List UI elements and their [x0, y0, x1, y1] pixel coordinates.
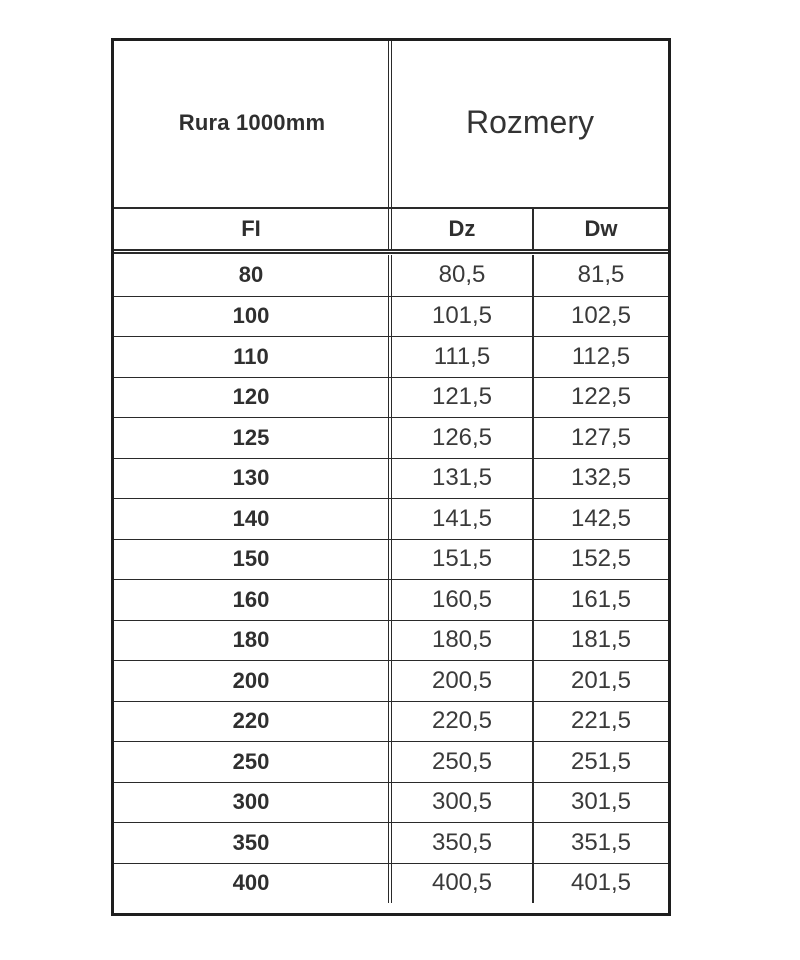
cell-dz: 180,5	[392, 621, 534, 661]
cell-fi: 120	[114, 378, 392, 418]
column-header-dw: Dw	[584, 216, 618, 241]
table-row	[114, 660, 668, 701]
cell-dw: 221,5	[570, 707, 632, 735]
cell-dz: 400,5	[392, 864, 534, 904]
cell-dz: 80,5	[392, 255, 534, 296]
cell-dw: 401,5	[570, 869, 632, 897]
cell-dw: 127,5	[570, 423, 632, 451]
table-row	[114, 620, 668, 661]
cell-dw: 142,5	[570, 504, 632, 532]
column-header-row	[114, 209, 668, 254]
cell-dw: 122,5	[570, 383, 632, 411]
table-header	[114, 41, 668, 209]
table-row	[114, 296, 668, 337]
cell-dw: 301,5	[570, 788, 632, 816]
dimension-table	[111, 38, 671, 916]
table-row	[114, 458, 668, 499]
cell-dw: 152,5	[570, 545, 632, 573]
column-header-fi: FI	[114, 209, 392, 249]
cell-dw: 181,5	[570, 626, 632, 654]
table-row	[114, 417, 668, 458]
table-row	[114, 498, 668, 539]
table-row	[114, 741, 668, 782]
cell-dz: 111,5	[392, 337, 534, 377]
cell-dz: 126,5	[392, 418, 534, 458]
cell-fi: 180	[114, 621, 392, 661]
table-row	[114, 863, 668, 904]
table-row	[114, 782, 668, 823]
cell-fi: 220	[114, 702, 392, 742]
cell-dz: 101,5	[392, 297, 534, 337]
cell-dz: 350,5	[392, 823, 534, 863]
table-row	[114, 701, 668, 742]
cell-dw: 161,5	[570, 585, 632, 613]
product-name: Rura 1000mm	[178, 110, 326, 135]
table-row	[114, 822, 668, 863]
cell-dz: 121,5	[392, 378, 534, 418]
cell-dz: 151,5	[392, 540, 534, 580]
cell-dw: 81,5	[577, 261, 625, 289]
cell-fi: 300	[114, 783, 392, 823]
dimensions-header-cell	[392, 41, 668, 207]
cell-dz: 200,5	[392, 661, 534, 701]
cell-dw: 132,5	[570, 464, 632, 492]
cell-dw: 112,5	[571, 342, 631, 370]
table-row	[114, 377, 668, 418]
cell-dz: 300,5	[392, 783, 534, 823]
table-row	[114, 579, 668, 620]
cell-fi: 100	[114, 297, 392, 337]
cell-dz: 250,5	[392, 742, 534, 782]
cell-dw: 351,5	[570, 828, 632, 856]
cell-fi: 150	[114, 540, 392, 580]
cell-fi: 110	[114, 337, 392, 377]
table-row	[114, 336, 668, 377]
cell-fi: 350	[114, 823, 392, 863]
cell-dw: 102,5	[570, 302, 632, 330]
cell-fi: 130	[114, 459, 392, 499]
cell-fi: 125	[114, 418, 392, 458]
cell-dz: 141,5	[392, 499, 534, 539]
cell-fi: 400	[114, 864, 392, 904]
column-header-dz: Dz	[392, 209, 534, 249]
dimensions-title: Rozmery	[465, 103, 594, 140]
table-row	[114, 255, 668, 296]
table-row	[114, 539, 668, 580]
cell-fi: 80	[114, 255, 392, 296]
cell-dz: 220,5	[392, 702, 534, 742]
cell-dz: 131,5	[392, 459, 534, 499]
cell-dw: 251,5	[570, 747, 632, 775]
table-body	[114, 255, 668, 903]
product-header-cell	[114, 41, 392, 207]
cell-fi: 140	[114, 499, 392, 539]
cell-dz: 160,5	[392, 580, 534, 620]
cell-dw: 201,5	[570, 666, 632, 694]
cell-fi: 250	[114, 742, 392, 782]
cell-fi: 200	[114, 661, 392, 701]
cell-fi: 160	[114, 580, 392, 620]
